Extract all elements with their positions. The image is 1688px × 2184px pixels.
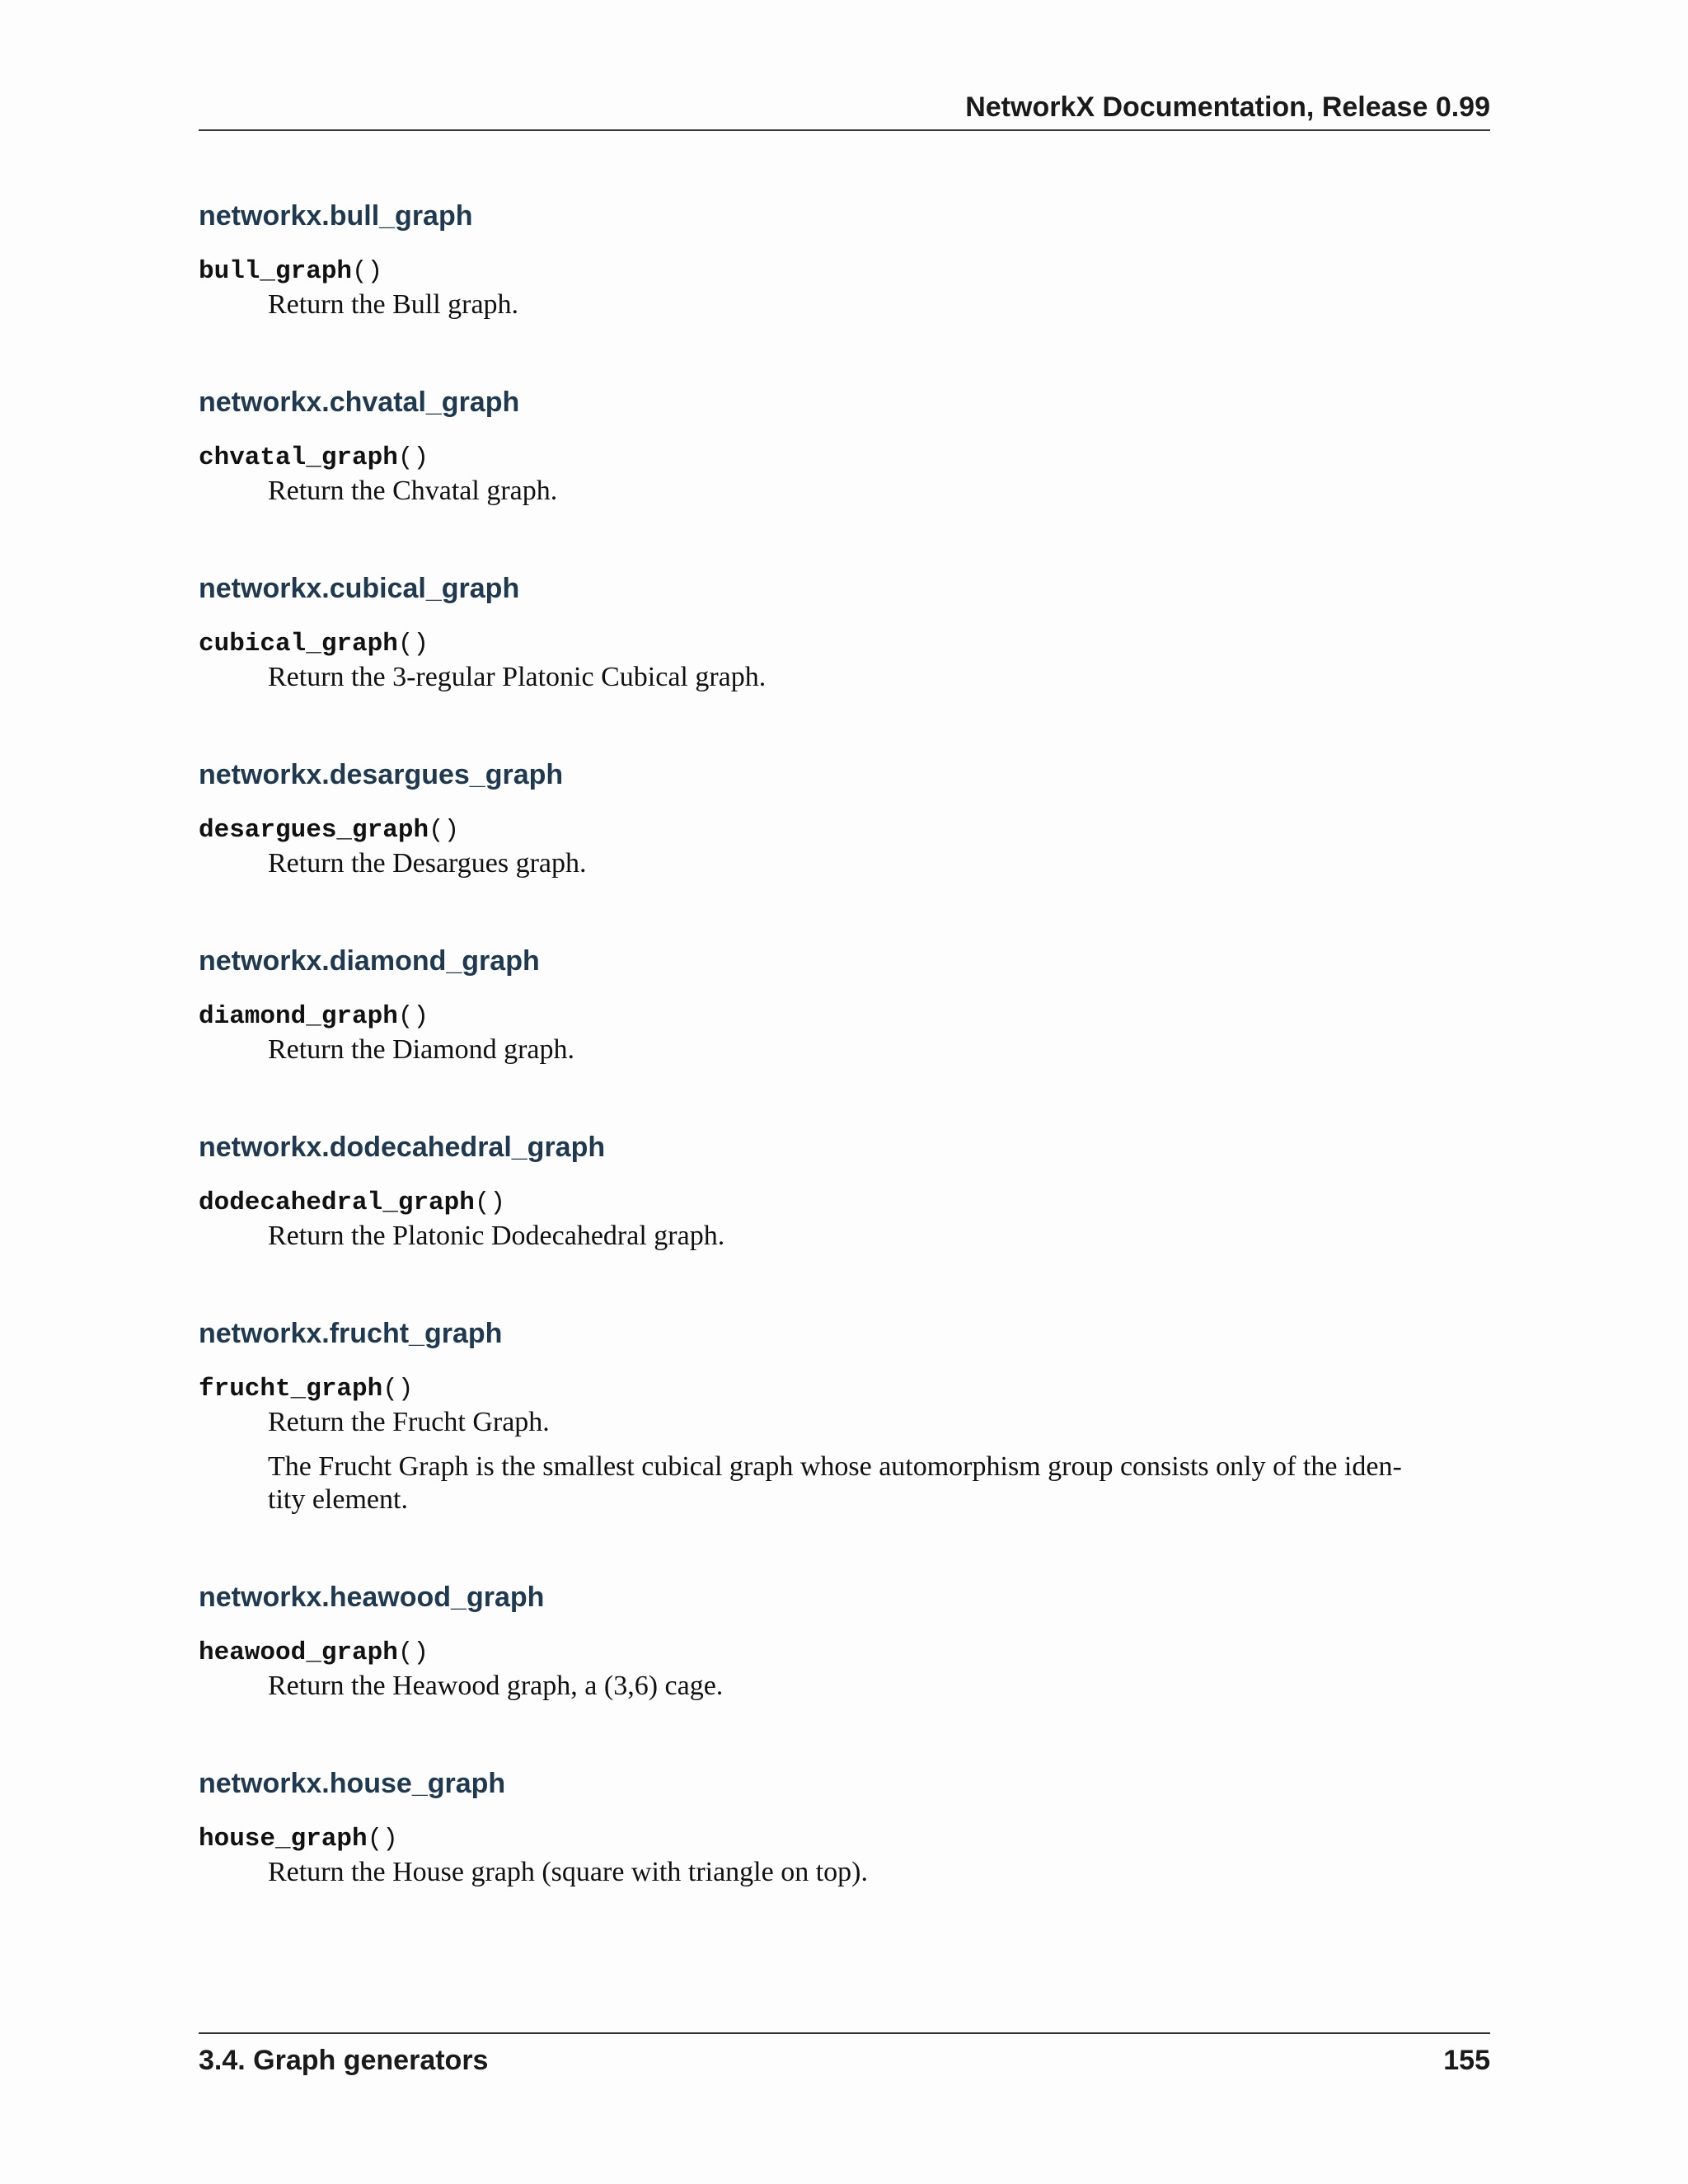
header-rule	[199, 129, 1490, 131]
doc-entry	[199, 750, 1490, 880]
function-signature	[199, 255, 1490, 288]
description-text: Return the 3-regular Platonic Cubical graph.	[268, 662, 767, 692]
description-text: Return the Diamond graph.	[268, 1034, 575, 1065]
function-name: desargues_graph	[199, 816, 429, 845]
doc-entry	[199, 1759, 1490, 1889]
function-description	[268, 1406, 1490, 1516]
function-name: house_graph	[199, 1825, 368, 1854]
entry-title: networkx.frucht_graph	[199, 1318, 503, 1349]
entry-title: networkx.house_graph	[199, 1768, 506, 1799]
doc-entry	[199, 1309, 1490, 1516]
description-paragraph	[268, 1451, 1490, 1516]
function-name: frucht_graph	[199, 1375, 383, 1404]
function-description	[268, 847, 1490, 880]
function-parens: ()	[352, 257, 383, 286]
entry-title: networkx.cubical_graph	[199, 573, 520, 604]
doc-entry	[199, 564, 1490, 694]
description-text: Return the Heawood graph, a (3,6) cage.	[268, 1671, 724, 1701]
entry-title: networkx.chvatal_graph	[199, 387, 520, 418]
doc-entry	[199, 191, 1490, 321]
footer-section-title: 3.4. Graph generators	[199, 2045, 489, 2076]
function-name: chvatal_graph	[199, 443, 398, 472]
function-parens: ()	[429, 816, 460, 845]
function-description	[268, 1670, 1490, 1703]
function-name: bull_graph	[199, 257, 353, 286]
function-parens: ()	[397, 443, 429, 472]
doc-entry	[199, 936, 1490, 1066]
function-signature	[199, 1373, 1490, 1406]
entry-title: networkx.diamond_graph	[199, 945, 540, 977]
function-signature	[199, 1637, 1490, 1670]
function-parens: ()	[397, 1638, 429, 1667]
function-name: diamond_graph	[199, 1002, 398, 1031]
function-parens: ()	[382, 1375, 414, 1404]
entry-title: networkx.heawood_graph	[199, 1582, 545, 1613]
description-text: Return the Frucht Graph.	[268, 1407, 550, 1437]
function-signature	[199, 1823, 1490, 1856]
function-parens: ()	[474, 1188, 506, 1217]
description-text: Return the House graph (square with triangle on top).	[268, 1857, 868, 1887]
function-parens: ()	[397, 1002, 429, 1031]
entry-title: networkx.desargues_graph	[199, 759, 564, 790]
description-text: Return the Platonic Dodecahedral graph.	[268, 1221, 725, 1251]
function-description	[268, 661, 1490, 694]
entry-title: networkx.dodecahedral_graph	[199, 1132, 606, 1163]
function-parens: ()	[397, 630, 429, 658]
description-line: The Frucht Graph is the smallest cubical graph whose automorphism group consists only of the iden-	[268, 1451, 1402, 1482]
description-text: Return the Chvatal graph.	[268, 476, 558, 506]
function-signature	[199, 814, 1490, 847]
doc-entry	[199, 377, 1490, 508]
function-description	[268, 1220, 1490, 1253]
function-description	[268, 475, 1490, 508]
entry-title: networkx.bull_graph	[199, 200, 473, 232]
function-signature	[199, 1001, 1490, 1033]
content	[199, 191, 1490, 1889]
doc-entry	[199, 1122, 1490, 1253]
function-name: dodecahedral_graph	[199, 1188, 475, 1217]
description-text: Return the Desargues graph.	[268, 848, 587, 879]
function-parens: ()	[367, 1825, 398, 1854]
description-line: tity element.	[268, 1484, 408, 1515]
function-description	[268, 288, 1490, 321]
function-signature	[199, 628, 1490, 661]
footer-rule	[199, 2032, 1490, 2034]
function-description	[268, 1033, 1490, 1066]
page-number: 155	[1443, 2045, 1490, 2076]
description-text: Return the Bull graph.	[268, 289, 519, 320]
function-name: cubical_graph	[199, 630, 398, 658]
running-header: NetworkX Documentation, Release 0.99	[965, 91, 1490, 123]
function-signature	[199, 1187, 1490, 1220]
function-signature	[199, 442, 1490, 475]
document-page	[199, 0, 1490, 2184]
doc-entry	[199, 1572, 1490, 1703]
function-name: heawood_graph	[199, 1638, 398, 1667]
function-description	[268, 1856, 1490, 1889]
